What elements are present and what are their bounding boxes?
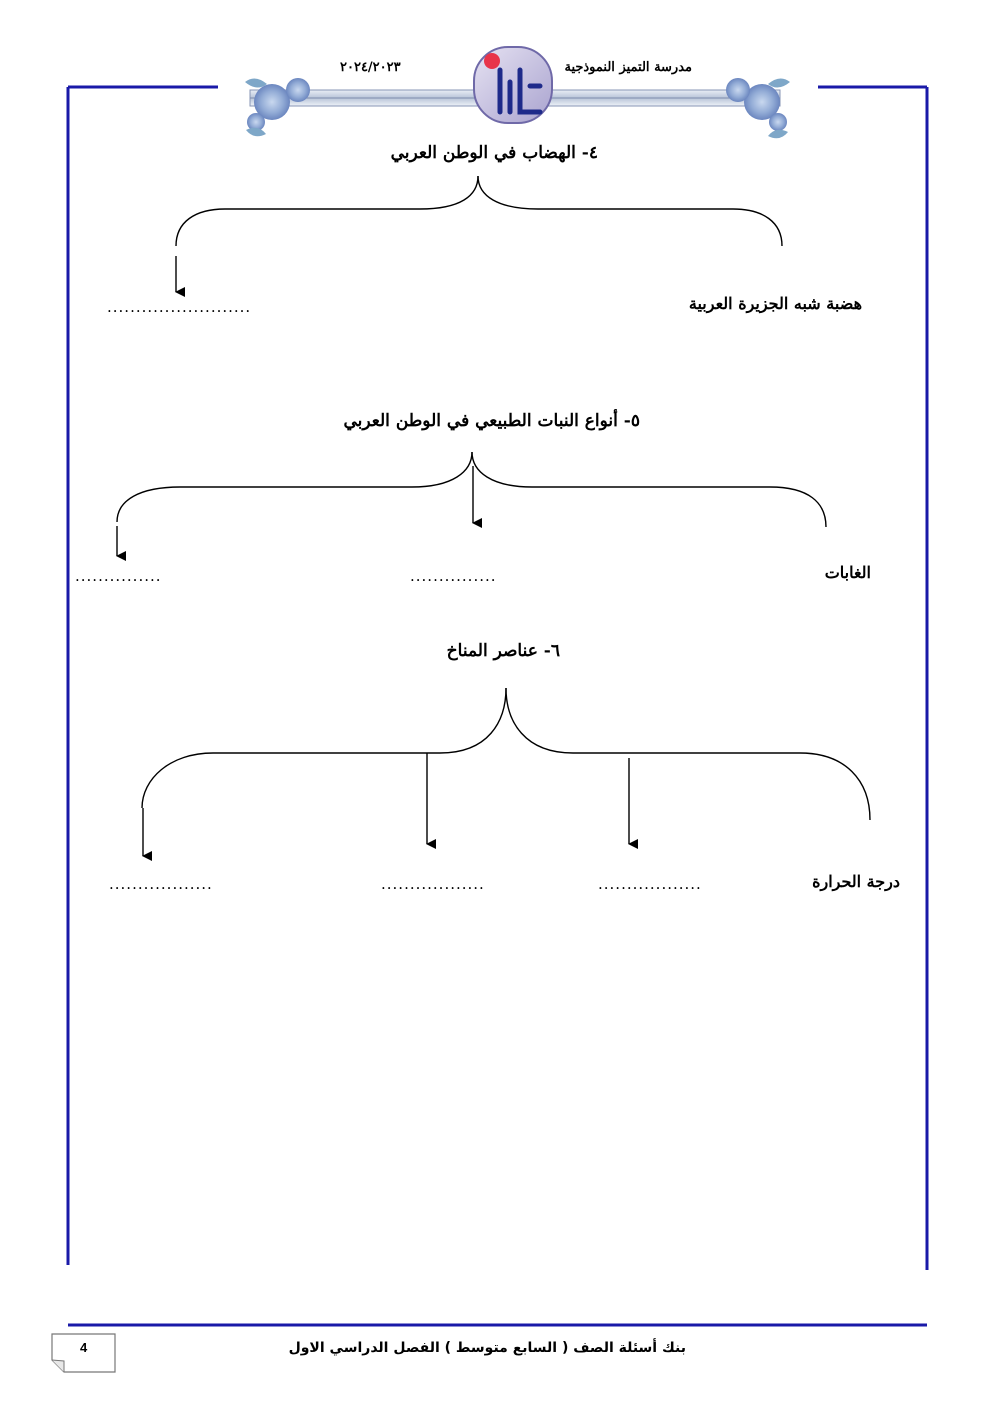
brace-diagram-plateaus: [176, 176, 782, 292]
section-5-blank-1[interactable]: ...............: [410, 567, 497, 585]
page-number: 4: [80, 1340, 88, 1355]
brace-diagram-climate: [142, 688, 870, 856]
flower-ornament-left-icon: [245, 78, 310, 136]
section-4-blank-1[interactable]: .........................: [107, 298, 252, 316]
section-6-blank-2[interactable]: ..................: [381, 875, 485, 893]
school-logo-icon: [474, 47, 552, 123]
academic-year: ٢٠٢٤/٢٠٢٣: [340, 60, 401, 75]
flower-ornament-right-icon: [726, 78, 790, 138]
section-6-blank-1[interactable]: ..................: [598, 875, 702, 893]
page-border: [68, 87, 927, 1325]
school-name: مدرسة التميز النموذجية: [564, 60, 692, 75]
section-5-title: ٥- أنواع النبات الطبيعي في الوطن العربي: [343, 411, 640, 431]
section-4-filled-label: هضبة شبه الجزيرة العربية: [688, 294, 862, 313]
footer-text: بنك أسئلة الصف ( السابع متوسط ) الفصل الدراسي الاول: [288, 1340, 686, 1356]
section-5-filled-label: الغابات: [824, 563, 871, 582]
section-6-filled-label: درجة الحرارة: [812, 872, 900, 891]
section-6-blank-3[interactable]: ..................: [109, 875, 213, 893]
section-5-blank-2[interactable]: ...............: [75, 567, 162, 585]
section-4-title: ٤- الهضاب في الوطن العربي: [390, 143, 598, 163]
brace-diagram-vegetation: [117, 452, 826, 556]
section-6-title: ٦- عناصر المناخ: [446, 641, 560, 661]
